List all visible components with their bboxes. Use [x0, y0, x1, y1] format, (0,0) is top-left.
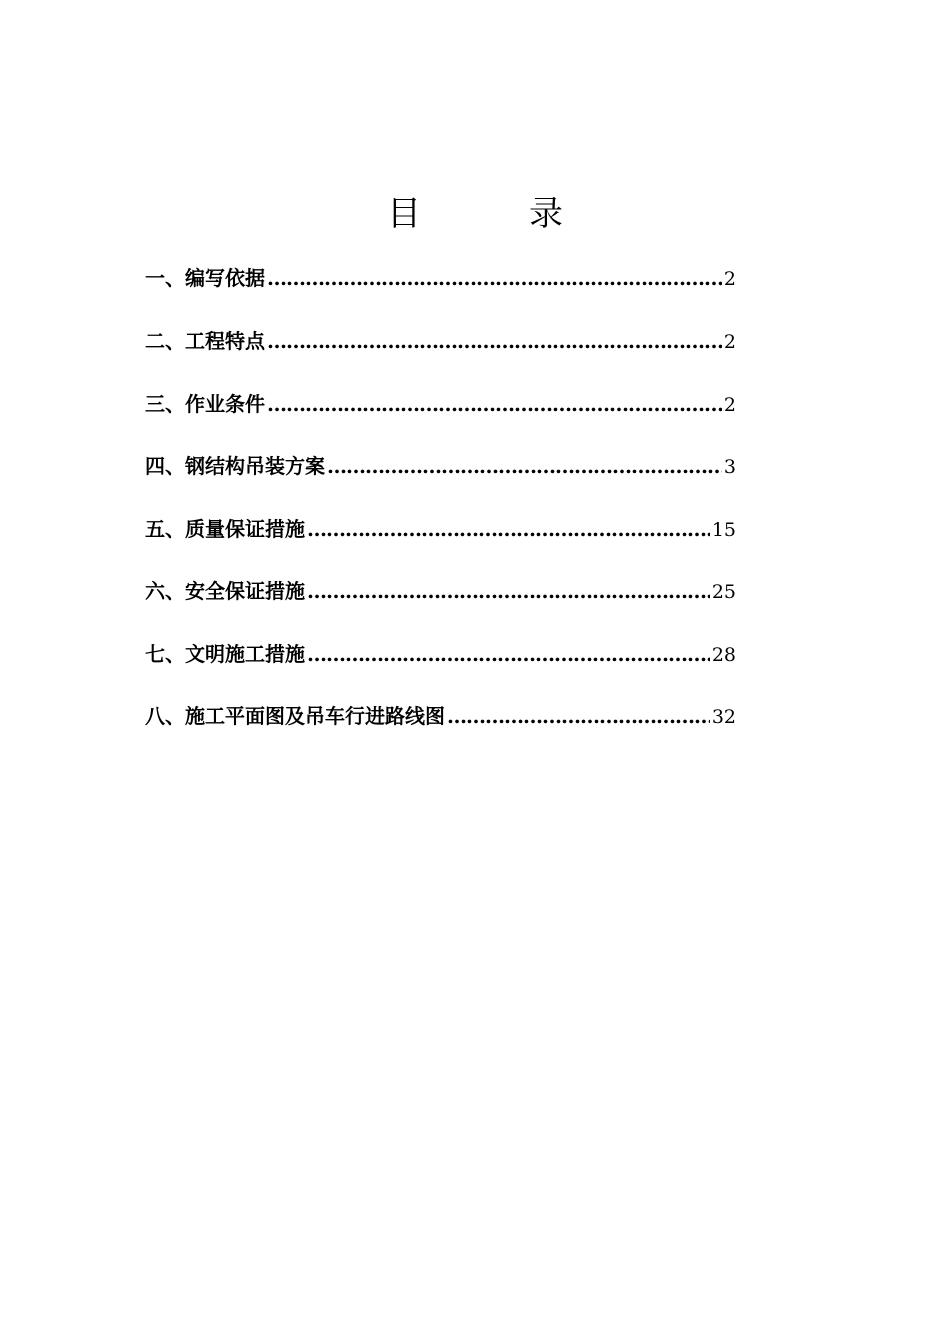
toc-entry-label: 四、钢结构吊装方案	[145, 454, 325, 478]
toc-leader-dots	[327, 451, 722, 481]
toc-entry-page: 2	[723, 331, 736, 353]
toc-entry-label: 六、安全保证措施	[145, 579, 305, 603]
toc-entry[interactable]	[145, 576, 736, 606]
toc-entry[interactable]	[145, 263, 736, 293]
toc-entry-label: 一、编写依据	[145, 266, 265, 290]
toc-entry[interactable]	[145, 514, 736, 544]
toc-entry-label: 七、文明施工措施	[145, 642, 305, 666]
toc-leader-dots	[267, 263, 722, 293]
toc-leader-dots	[447, 701, 710, 731]
toc-leader-dots	[307, 576, 710, 606]
toc-entry-page: 28	[711, 644, 736, 666]
toc-entry[interactable]	[145, 701, 736, 731]
toc-entry-page: 15	[711, 519, 736, 541]
toc-entry-label: 五、质量保证措施	[145, 517, 305, 541]
toc-entry-page: 3	[723, 456, 736, 478]
toc-entry-page: 2	[723, 394, 736, 416]
toc-leader-dots	[307, 639, 710, 669]
toc-entry[interactable]	[145, 451, 736, 481]
toc-title: 目 录	[386, 194, 564, 234]
toc-entry-page: 25	[711, 581, 736, 603]
toc-entry-page: 32	[711, 706, 736, 728]
toc-entry[interactable]	[145, 326, 736, 356]
toc-leader-dots	[307, 514, 710, 544]
toc-entry[interactable]	[145, 639, 736, 669]
toc-entry[interactable]	[145, 389, 736, 419]
toc-leader-dots	[267, 389, 722, 419]
toc-leader-dots	[267, 326, 722, 356]
toc-entry-page: 2	[723, 268, 736, 290]
toc-entry-label: 三、作业条件	[145, 392, 265, 416]
toc-entry-label: 二、工程特点	[145, 329, 265, 353]
toc-entry-label: 八、施工平面图及吊车行进路线图	[145, 704, 445, 728]
